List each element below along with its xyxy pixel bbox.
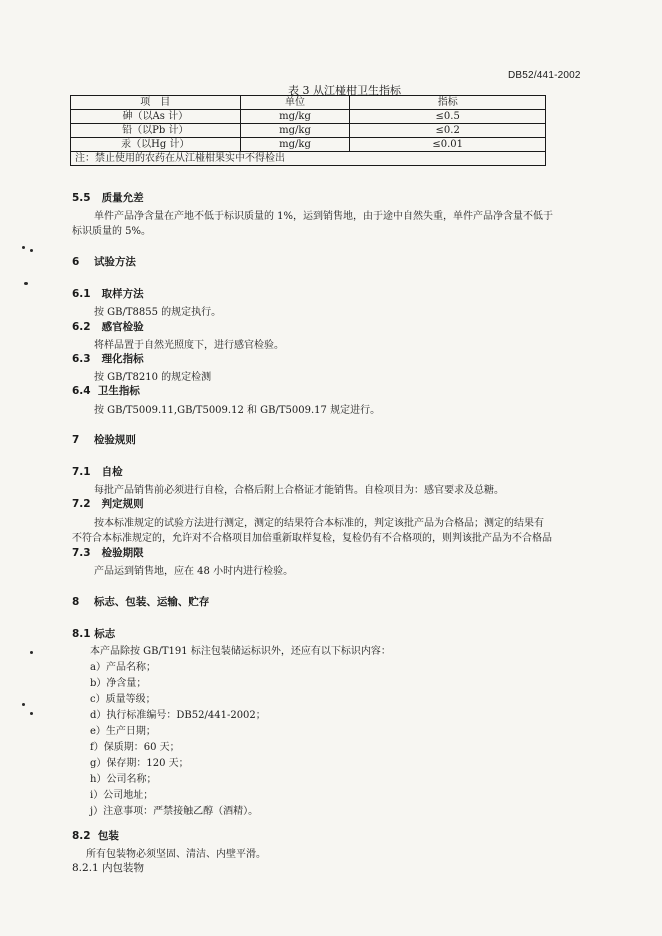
section-number: 6.3 [72,353,91,365]
table-cell: 铅（以Pb 计） [71,124,241,138]
section-number: 8.1 [72,628,91,640]
scan-speck [22,246,25,249]
table-header-cell: 单位 [240,96,350,110]
section-title: 卫生指标 [97,385,140,397]
section-8-heading [72,594,209,609]
section-title: 自检 [101,466,123,478]
section-title: 检验期限 [101,547,144,559]
paragraph-line: 按 GB/T8210 的规定检测 [94,372,212,383]
scan-speck [24,282,28,285]
section-number: 5.5 [72,192,91,204]
list-item: f）保质期：60 天； [90,742,180,753]
table-header-cell: 指标 [350,96,546,110]
section-number: 6.4 [72,385,91,397]
section-title: 试验方法 [93,256,136,268]
table-caption: 表 3 从江椪柑卫生指标 [288,84,401,97]
section-number: 7.3 [72,547,91,559]
section-7-3-heading [72,545,144,560]
paragraph-line: 所有包装物必须坚固、清洁、内壁平滑。 [86,849,266,860]
section-title: 内包装物 [102,862,145,874]
table-cell: mg/kg [240,110,350,124]
table-row [71,138,546,152]
section-title: 判定规则 [101,498,144,510]
section-8-1-heading [72,626,115,641]
paragraph-line: 每批产品销售前必须进行自检，合格后附上合格证才能销售。自检项目为：感官要求及总糖。 [94,485,504,496]
section-number: 6.1 [72,288,91,300]
section-number: 8.2.1 [72,862,99,874]
paragraph-line: 按本标准规定的试验方法进行测定，测定的结果符合本标准的，判定该批产品为合格品；测定的结果有 [94,518,544,529]
table-header-row [71,96,546,110]
section-title: 包装 [97,830,119,842]
list-item: g）保存期：120 天； [90,758,189,769]
list-item: a）产品名称； [90,662,156,673]
section-6-4-heading [72,383,140,398]
table-cell: mg/kg [240,124,350,138]
paragraph-line: 按 GB/T5009.11,GB/T5009.12 和 GB/T5009.17 规定进行。 [94,405,381,416]
list-item: j）注意事项：严禁接触乙醇（酒精）。 [90,806,259,817]
paragraph-line: 本产品除按 GB/T191 标注包装储运标识外，还应有以下标识内容： [90,646,391,657]
section-number: 7.1 [72,466,91,478]
table-row [71,110,546,124]
table-header-cell: 项 目 [71,96,241,110]
section-7-heading [72,432,136,447]
table-row [71,124,546,138]
paragraph-line: 不符合本标准规定的，允许对不合格项目加倍重新取样复检，复检仍有不合格项的，则判该批产品为不合格品 [72,533,552,544]
table-cell: 砷（以As 计） [71,110,241,124]
standard-code: DB52/441-2002 [508,70,581,81]
section-title: 检验规则 [93,434,136,446]
table-cell: 汞（以Hg 计） [71,138,241,152]
section-title: 感官检验 [101,321,144,333]
section-number: 8 [72,596,80,608]
section-number: 7.2 [72,498,91,510]
section-6-heading [72,254,136,269]
table-cell: mg/kg [240,138,350,152]
list-item: c）质量等级； [90,694,156,705]
paragraph-line: 产品运到销售地，应在 48 小时内进行检验。 [94,566,294,577]
section-title: 标志、包装、运输、贮存 [93,596,210,608]
scan-speck [22,703,25,706]
scan-speck [30,249,33,252]
section-title: 质量允差 [101,192,144,204]
paragraph-line: 按 GB/T8855 的规定执行。 [94,307,222,318]
table-note: 注：禁止使用的农药在从江椪柑果实中不得检出 [71,152,546,166]
paragraph-line: 标识质量的 5%。 [72,226,152,237]
paragraph-line: 将样品置于自然光照度下，进行感官检验。 [94,340,284,351]
section-title: 标志 [94,628,116,640]
hygiene-index-table [70,95,546,166]
paragraph-line: 单件产品净含量在产地不低于标识质量的 1%，运到销售地，由于途中自然失重，单件产品净含量不低于 [94,211,554,222]
scan-speck [30,712,33,715]
table-cell: ≤0.5 [350,110,546,124]
list-item: i）公司地址； [90,790,154,801]
table-cell: ≤0.01 [350,138,546,152]
table-note-row [71,152,546,166]
section-5-5-heading [72,190,144,205]
section-number: 8.2 [72,830,91,842]
scan-speck [30,651,33,654]
section-7-1-heading [72,464,123,479]
section-number: 6.2 [72,321,91,333]
section-6-3-heading [72,351,144,366]
section-6-2-heading [72,319,144,334]
table-cell: ≤0.2 [350,124,546,138]
section-8-2-1-heading [72,860,144,875]
list-item: b）净含量； [90,678,147,689]
section-7-2-heading [72,496,144,511]
section-8-2-heading [72,828,119,843]
list-item: d）执行标准编号：DB52/441-2002； [90,710,266,721]
list-item: h）公司名称； [90,774,157,785]
section-6-1-heading [72,286,144,301]
section-number: 6 [72,256,80,268]
list-item: e）生产日期； [90,726,156,737]
section-title: 理化指标 [101,353,144,365]
section-number: 7 [72,434,80,446]
section-title: 取样方法 [101,288,144,300]
